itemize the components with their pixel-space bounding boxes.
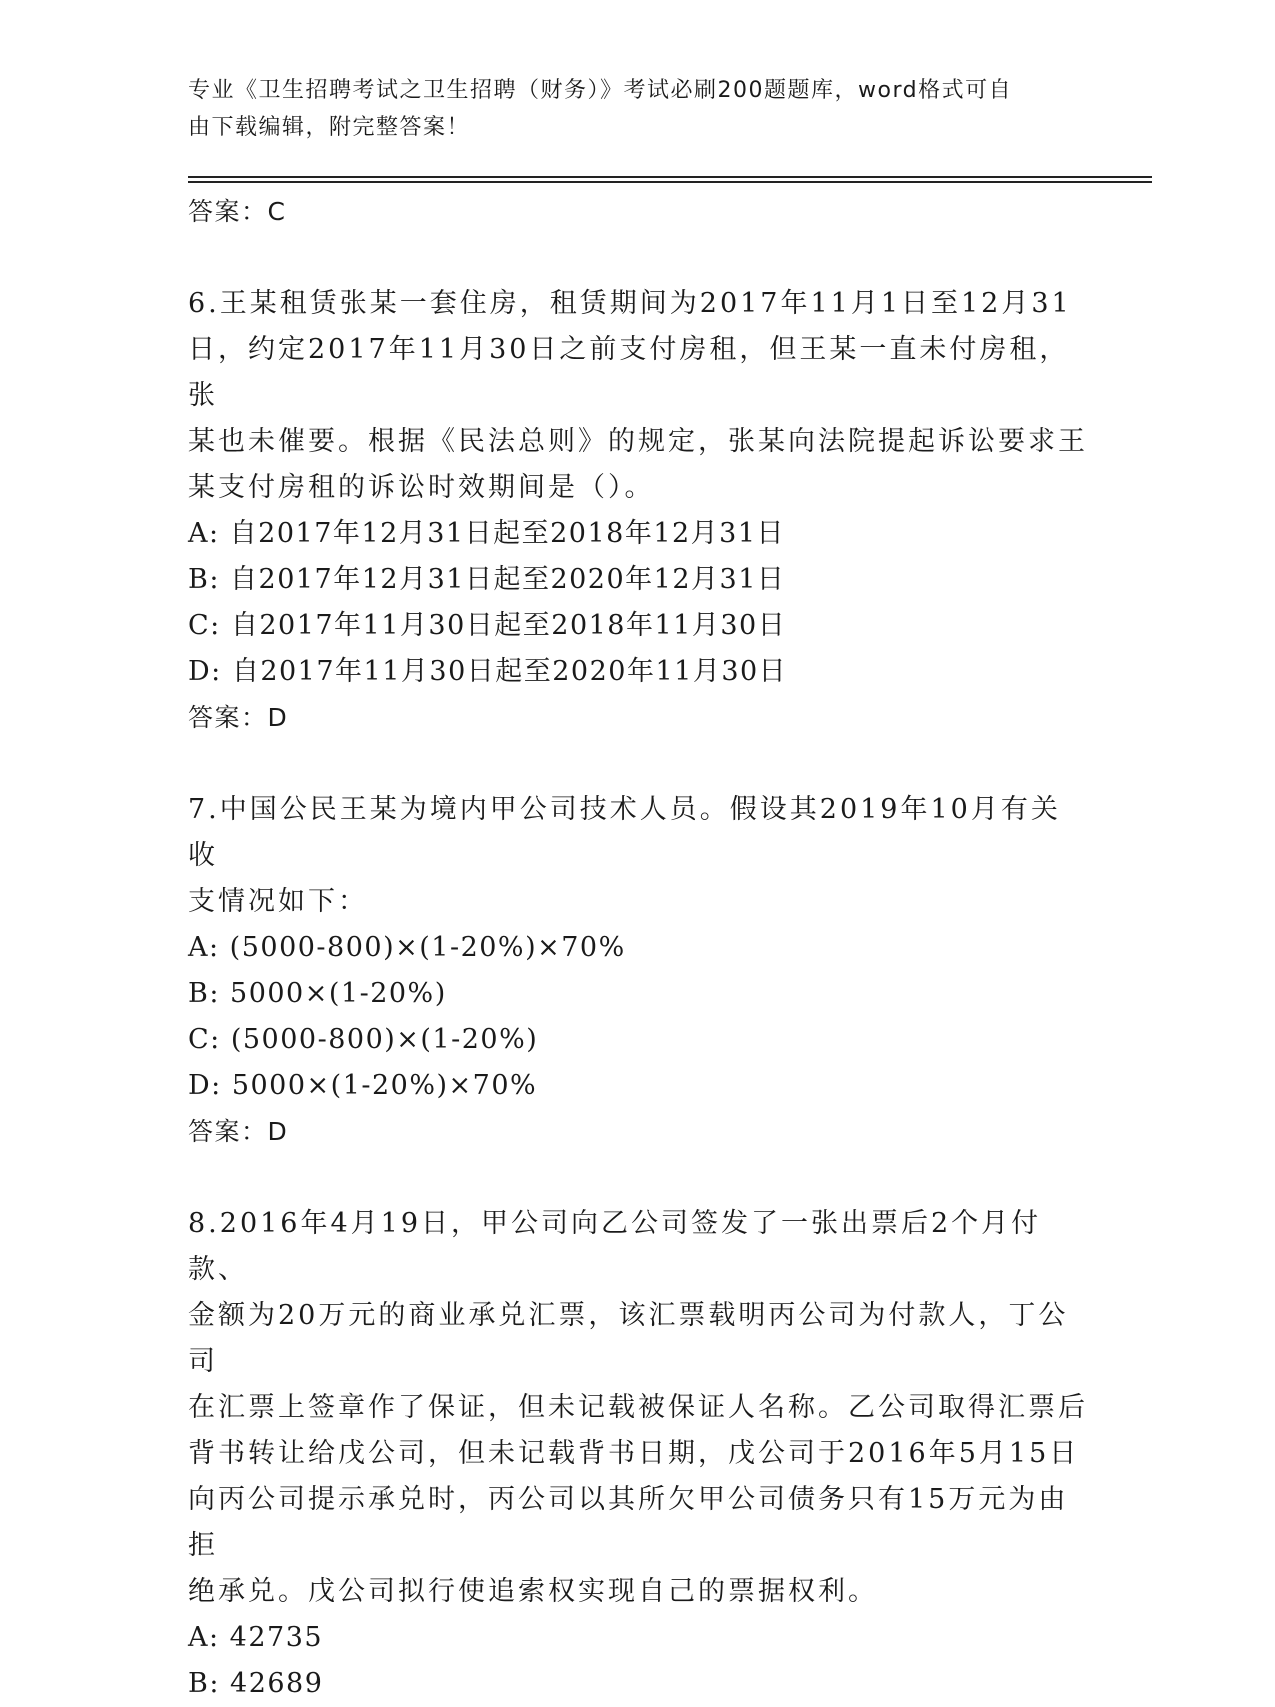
question-7-answer: 答案：D xyxy=(188,1117,289,1146)
document-header xyxy=(188,72,1068,146)
question-8-line-1: 8.2016年4月19日，甲公司向乙公司签发了一张出票后2个月付款、 xyxy=(188,1208,1042,1285)
header-line-2: 由下载编辑，附完整答案！ xyxy=(188,115,471,140)
question-6-line-4: 某支付房租的诉讼时效期间是（）。 xyxy=(188,472,655,503)
document-body xyxy=(188,189,1088,1707)
question-6-option-b: B: 自2017年12月31日起至2020年12月31日 xyxy=(188,564,786,595)
question-8-line-6: 绝承兑。戊公司拟行使追索权实现自己的票据权利。 xyxy=(188,1576,878,1607)
header-divider-bottom xyxy=(188,181,1152,183)
question-7-option-a: A: (5000-800)×(1-20%)×70% xyxy=(188,932,626,963)
question-7-option-c: C: (5000-800)×(1-20%) xyxy=(188,1024,539,1055)
header-divider-top xyxy=(188,176,1152,178)
answer-previous: 答案：C xyxy=(188,197,287,226)
question-8-option-b: B: 42689 xyxy=(188,1668,324,1699)
header-line-1: 专业《卫生招聘考试之卫生招聘（财务）》考试必刷200题题库，word格式可自 xyxy=(188,78,1013,103)
question-6-option-a: A: 自2017年12月31日起至2018年12月31日 xyxy=(188,518,786,549)
question-7-line-1: 7.中国公民王某为境内甲公司技术人员。假设其2019年10月有关收 xyxy=(188,794,1061,871)
question-8 xyxy=(188,1201,1088,1707)
question-7-option-b: B: 5000×(1-20%) xyxy=(188,978,447,1009)
question-7 xyxy=(188,787,1088,1155)
question-6 xyxy=(188,281,1088,741)
question-8-line-2: 金额为20万元的商业承兑汇票，该汇票载明丙公司为付款人，丁公司 xyxy=(188,1300,1069,1377)
question-8-option-a: A: 42735 xyxy=(188,1622,324,1653)
question-8-line-4: 背书转让给戊公司，但未记载背书日期，戊公司于2016年5月15日 xyxy=(188,1438,1080,1469)
question-6-option-c: C: 自2017年11月30日起至2018年11月30日 xyxy=(188,610,787,641)
question-7-option-d: D: 5000×(1-20%)×70% xyxy=(188,1070,538,1101)
question-6-line-1: 6.王某租赁张某一套住房，租赁期间为2017年11月1日至12月31 xyxy=(188,288,1072,319)
question-6-option-d: D: 自2017年11月30日起至2020年11月30日 xyxy=(188,656,788,687)
question-7-line-2: 支情况如下： xyxy=(188,886,368,917)
question-8-line-3: 在汇票上签章作了保证，但未记载被保证人名称。乙公司取得汇票后 xyxy=(188,1392,1088,1423)
question-6-answer: 答案：D xyxy=(188,703,289,732)
question-6-line-2: 日，约定2017年11月30日之前支付房租，但王某一直未付房租，张 xyxy=(188,334,1070,411)
question-6-line-3: 某也未催要。根据《民法总则》的规定，张某向法院提起诉讼要求王 xyxy=(188,426,1088,457)
question-8-line-5: 向丙公司提示承兑时，丙公司以其所欠甲公司债务只有15万元为由拒 xyxy=(188,1484,1069,1561)
